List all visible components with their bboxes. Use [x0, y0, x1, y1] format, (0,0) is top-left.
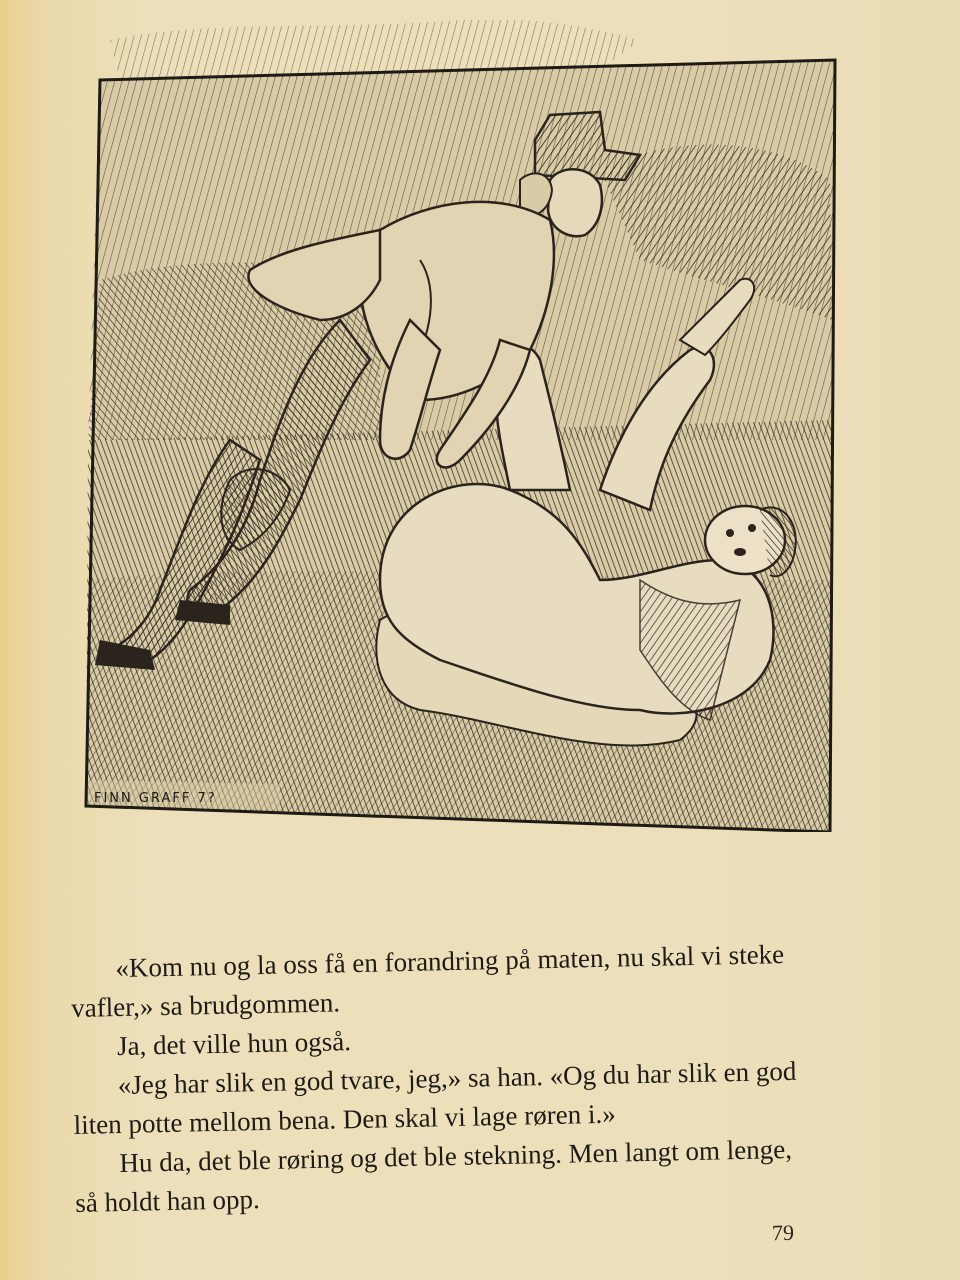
text-line: Hu da, det ble røring og det ble stekning. Men langt om lenge, [119, 1133, 793, 1179]
page-number: 79 [771, 1219, 795, 1246]
text-line: «Jeg har slik en god tvare, jeg,» sa han. «Og du har slik en god [117, 1055, 797, 1101]
story-text [70, 934, 836, 1223]
illustration-signature: FINN GRAFF 7? [94, 791, 217, 806]
text-line: liten potte mellom bena. Den skal vi lage røren i.» [73, 1098, 616, 1140]
text-line: så holdt han opp. [74, 1184, 261, 1218]
text-line: Ja, det ville hun også. [116, 1026, 352, 1062]
text-line: vafler,» sa brudgommen. [70, 987, 341, 1023]
illustration [80, 20, 840, 832]
text-line: «Kom nu og la oss få en forandring på maten, nu skal vi steke [115, 939, 785, 984]
illustration-drawing [80, 20, 840, 832]
